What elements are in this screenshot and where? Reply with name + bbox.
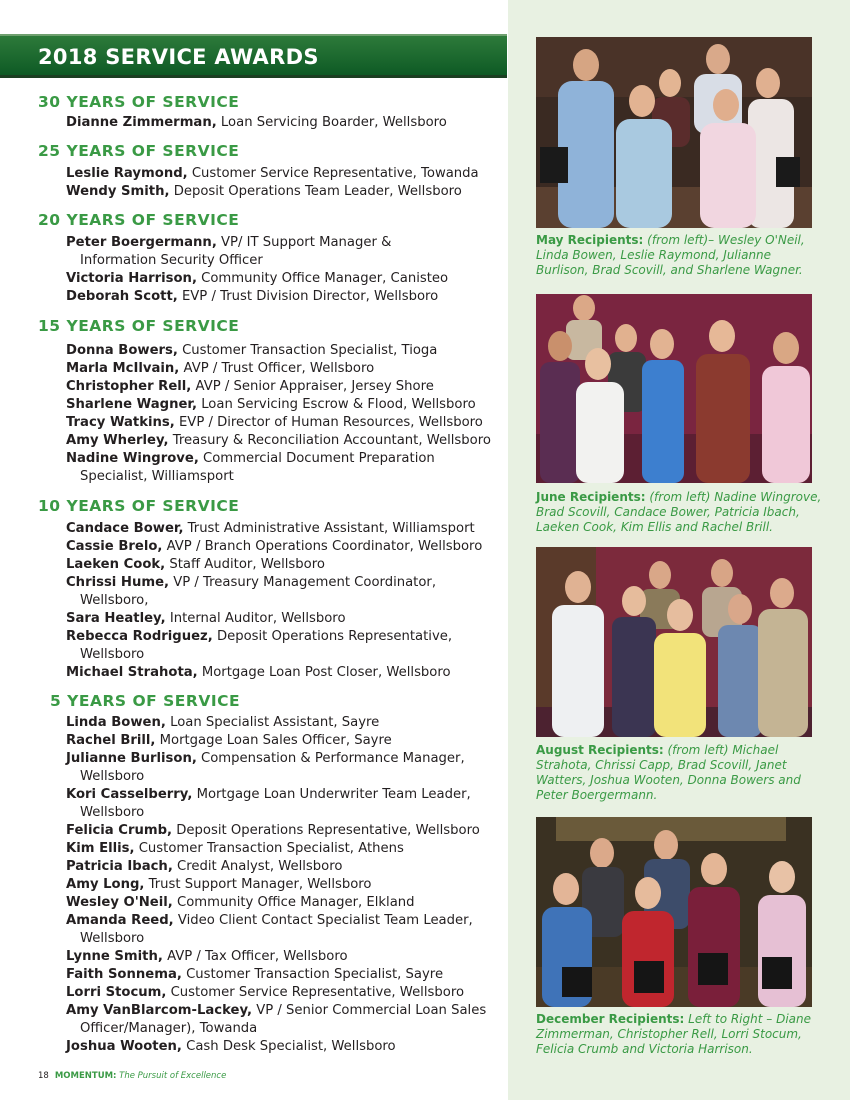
section-heading-25: 25 YEARS OF SERVICE <box>38 142 240 160</box>
caption-june: June Recipients: (from left) Nadine Wingrove, Brad Scovill, Candace Bower, Patricia Ibach, Laeken Cook, Kim Ellis and Rachel Brill. <box>536 490 822 534</box>
list-item: Amanda Reed, Video Client Contact Specialist Team Leader, Wellsboro <box>66 913 473 946</box>
photo-december-recipients <box>536 817 812 1007</box>
list-item: Donna Bowers, Customer Transaction Specialist, Tioga <box>66 343 438 358</box>
section-heading-15: 15 YEARS OF SERVICE <box>38 317 240 335</box>
section-heading-30: 30 YEARS OF SERVICE <box>38 93 240 111</box>
list-item: Amy Long, Trust Support Manager, Wellsboro <box>66 877 372 892</box>
caption-may: May Recipients: (from left)– Wesley O'Neil, Linda Bowen, Leslie Raymond, Julianne Burlison, Brad Scovill, and Sharlene Wagner. <box>536 233 805 277</box>
photo-june-recipients <box>536 294 812 483</box>
list-item: Deborah Scott, EVP / Trust Division Director, Wellsboro <box>66 289 439 304</box>
list-item: Kori Casselberry, Mortgage Loan Underwriter Team Leader, Wellsboro <box>66 787 471 820</box>
list-item: Laeken Cook, Staff Auditor, Wellsboro <box>66 557 325 572</box>
caption-december: December Recipients: Left to Right – Diane Zimmerman, Christopher Rell, Lorri Stocum, Felicia Crumb and Victoria Harrison. <box>536 1012 811 1056</box>
list-item: Kim Ellis, Customer Transaction Specialist, Athens <box>66 841 404 856</box>
page-number: 18 <box>38 1071 49 1081</box>
list-item: Christopher Rell, AVP / Senior Appraiser, Jersey Shore <box>66 379 434 394</box>
caption-august: August Recipients: (from left) Michael Strahota, Chrissi Capp, Brad Scovill, Janet Watters, Joshua Wooten, Donna Bowers and Peter Boergermann. <box>536 743 801 802</box>
list-item: Chrissi Hume, VP / Treasury Management Coordinator, Wellsboro, <box>66 575 437 608</box>
title-banner <box>0 34 507 78</box>
magazine-name: MOMENTUM: <box>54 1071 117 1081</box>
list-item: Marla McIlvain, AVP / Trust Officer, Wellsboro <box>66 361 375 376</box>
photo-may-recipients <box>536 37 812 228</box>
list-item: Cassie Brelo, AVP / Branch Operations Coordinator, Wellsboro <box>66 539 483 554</box>
list-item: Linda Bowen, Loan Specialist Assistant, Sayre <box>66 715 380 730</box>
list-item: Sara Heatley, Internal Auditor, Wellsboro <box>66 611 346 626</box>
list-item: Wesley O'Neil, Community Office Manager, Elkland <box>66 895 415 910</box>
list-item: Faith Sonnema, Customer Transaction Specialist, Sayre <box>66 967 444 982</box>
list-item: Peter Boergermann, VP/ IT Support Manager & Information Security Officer <box>66 235 392 268</box>
list-item: Nadine Wingrove, Commercial Document Preparation Specialist, Williamsport <box>66 451 435 484</box>
list-item: Sharlene Wagner, Loan Servicing Escrow & Flood, Wellsboro <box>66 397 476 412</box>
list-item: Joshua Wooten, Cash Desk Specialist, Wellsboro <box>66 1039 396 1054</box>
list-item: Dianne Zimmerman, Loan Servicing Boarder, Wellsboro <box>66 115 447 130</box>
list-item: Julianne Burlison, Compensation & Performance Manager, Wellsboro <box>66 751 465 784</box>
list-item: Rachel Brill, Mortgage Loan Sales Officer, Sayre <box>66 733 392 748</box>
list-item: Amy Wherley, Treasury & Reconciliation Accountant, Wellsboro <box>66 433 491 448</box>
list-item: Patricia Ibach, Credit Analyst, Wellsboro <box>66 859 343 874</box>
list-item: Michael Strahota, Mortgage Loan Post Closer, Wellsboro <box>66 665 451 680</box>
list-item: Candace Bower, Trust Administrative Assistant, Williamsport <box>66 521 475 536</box>
page-title: 2018 SERVICE AWARDS <box>38 45 319 69</box>
list-item: Amy VanBlarcom-Lackey, VP / Senior Commercial Loan Sales Officer/Manager), Towanda <box>66 1003 487 1036</box>
section-heading-20: 20 YEARS OF SERVICE <box>38 211 240 229</box>
page-footer <box>38 1071 226 1081</box>
section-heading-5: 5 YEARS OF SERVICE <box>50 692 241 710</box>
list-item: Lorri Stocum, Customer Service Representative, Wellsboro <box>66 985 465 1000</box>
section-heading-10: 10 YEARS OF SERVICE <box>38 497 240 515</box>
photo-august-recipients <box>536 547 812 737</box>
list-item: Leslie Raymond, Customer Service Representative, Towanda <box>66 166 479 181</box>
magazine-tagline: The Pursuit of Excellence <box>116 1071 227 1081</box>
list-item: Tracy Watkins, EVP / Director of Human Resources, Wellsboro <box>66 415 483 430</box>
list-item: Victoria Harrison, Community Office Manager, Canisteo <box>66 271 449 286</box>
list-item: Wendy Smith, Deposit Operations Team Leader, Wellsboro <box>66 184 462 199</box>
list-item: Rebecca Rodriguez, Deposit Operations Representative, Wellsboro <box>66 629 453 662</box>
list-item: Lynne Smith, AVP / Tax Officer, Wellsboro <box>66 949 348 964</box>
list-item: Felicia Crumb, Deposit Operations Representative, Wellsboro <box>66 823 480 838</box>
